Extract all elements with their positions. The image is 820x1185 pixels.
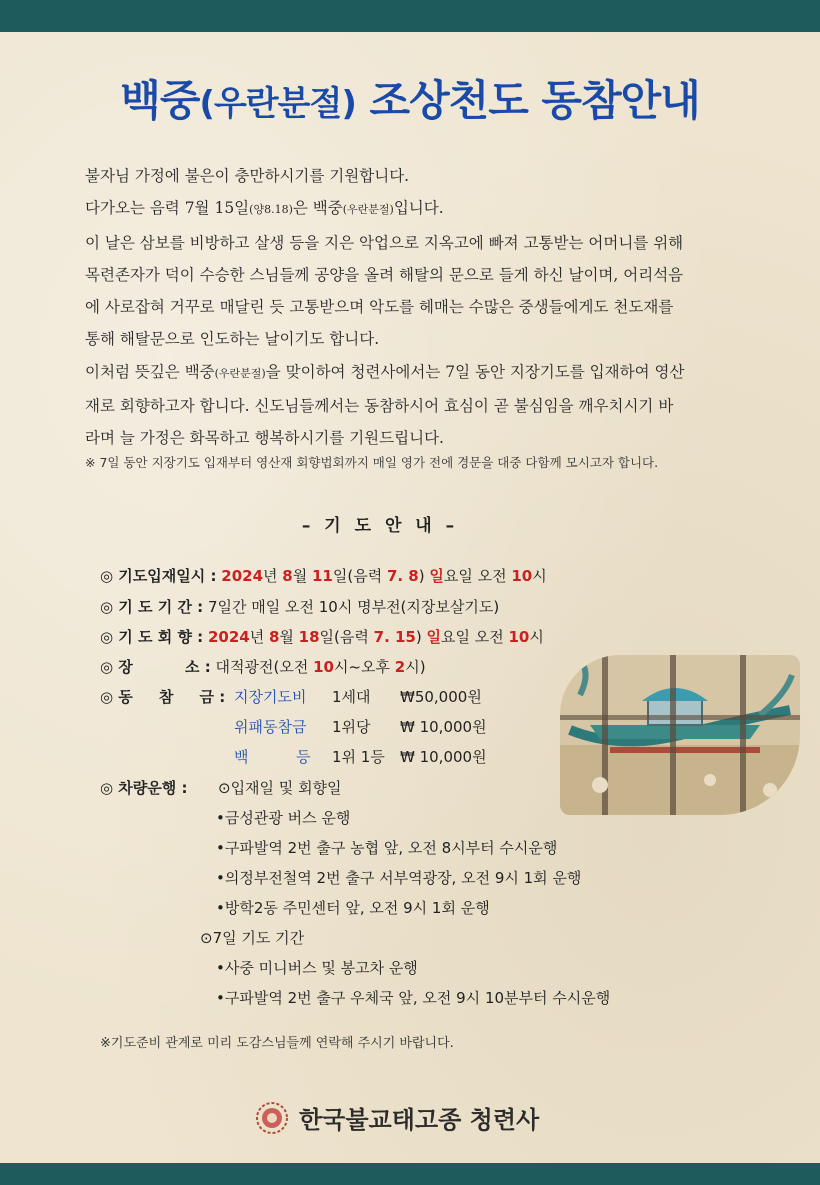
section-heading: – 기 도 안 내 – bbox=[301, 516, 459, 536]
intro-line: 통해 해탈문으로 인도하는 날이기도 합니다. bbox=[85, 330, 380, 349]
intro-line: 다가오는 음력 7월 15일(양8.18)은 백중(우란분절)입니다. bbox=[85, 199, 444, 218]
top-band bbox=[0, 0, 820, 32]
intro-line: 이처럼 뜻깊은 백중(우란분절)을 맞이하여 청련사에서는 7일 동안 지장기도를 입재하여 영산 bbox=[85, 362, 685, 381]
intro-text bbox=[85, 160, 750, 455]
fees-label: ◎ 동 참 금 : bbox=[100, 688, 226, 706]
lotus-seal-icon bbox=[255, 1101, 289, 1135]
transport-item: •금성관광 버스 운행 bbox=[216, 809, 351, 827]
intro-line: 불자님 가정에 불은이 충만하시기를 기원합니다. bbox=[85, 167, 410, 185]
temple-name: 한국불교태고종 청련사 bbox=[299, 1106, 540, 1134]
intro-line: 목련존자가 덕이 수승한 스님들께 공양을 올려 해탈의 문으로 들게 하신 날이며, 어리석음 bbox=[85, 265, 684, 284]
intro-line: 이 날은 삼보를 비방하고 살생 등을 지은 악업으로 지옥고에 빠져 고통받는 어머니를 위해 bbox=[85, 233, 684, 252]
schedule-end: ◎ 기 도 회 향 : 2024년 8월 18일(음력 7. 15) 일요일 오전 10시 bbox=[100, 628, 544, 646]
fee-item: 위패동참금 1위당 ₩ 10,000원 bbox=[234, 718, 487, 736]
painting-illustration bbox=[560, 655, 800, 815]
schedule-place: ◎ 장 소 : 대적광전(오전 10시~오후 2시) bbox=[100, 658, 426, 676]
transport-item: •의정부전철역 2번 출구 서부역광장, 오전 9시 1회 운행 bbox=[216, 869, 582, 887]
transport-item: •구파발역 2번 출구 농협 앞, 오전 8시부터 수시운행 bbox=[216, 839, 558, 857]
transport-label: ◎ 차량운행 : bbox=[100, 779, 188, 797]
fee-item: 백 등 1위 1등 ₩ 10,000원 bbox=[234, 748, 487, 766]
schedule-start: ◎ 기도입재일시 : 2024년 8월 11일(음력 7. 8) 일요일 오전 10시 bbox=[100, 567, 547, 585]
transport-item: •구파발역 2번 출구 우체국 앞, 오전 9시 10분부터 수시운행 bbox=[216, 989, 611, 1007]
dragon-boat-painting bbox=[560, 655, 800, 815]
footer bbox=[255, 1100, 575, 1140]
intro-line: 재로 회향하고자 합니다. 신도님들께서는 동참하시어 효심이 곧 불심임을 깨우치시기 바 bbox=[85, 397, 674, 416]
intro-line: 라며 늘 가정은 화목하고 행복하시기를 기원드립니다. bbox=[85, 429, 444, 448]
fee-item: 지장기도비 1세대 ₩50,000원 bbox=[234, 688, 482, 706]
bottom-band bbox=[0, 1163, 820, 1185]
transport-item: •사중 미니버스 및 봉고차 운행 bbox=[216, 959, 418, 977]
transport-item: •방학2동 주민센터 앞, 오전 9시 1회 운행 bbox=[216, 899, 490, 917]
page-title: 백중(우란분절) 조상천도 동참안내 bbox=[120, 76, 700, 125]
intro-line: 에 사로잡혀 거꾸로 매달린 듯 고통받으며 악도를 헤매는 수많은 중생들에게도 천도재를 bbox=[85, 298, 674, 317]
transport-group-1: ⊙입재일 및 회향일 bbox=[218, 779, 342, 797]
footnote: ※기도준비 관계로 미리 도감스님들께 연락해 주시기 바랍니다. bbox=[100, 1036, 454, 1051]
transport-group-2: ⊙7일 기도 기간 bbox=[200, 929, 305, 947]
schedule-period: ◎ 기 도 기 간 : 7일간 매일 오전 10시 명부전(지장보살기도) bbox=[100, 598, 500, 616]
intro-note: ※ 7일 동안 지장기도 입재부터 영산재 회향법회까지 매일 영가 전에 경문을 대중 다함께 모시고자 합니다. bbox=[85, 455, 659, 470]
